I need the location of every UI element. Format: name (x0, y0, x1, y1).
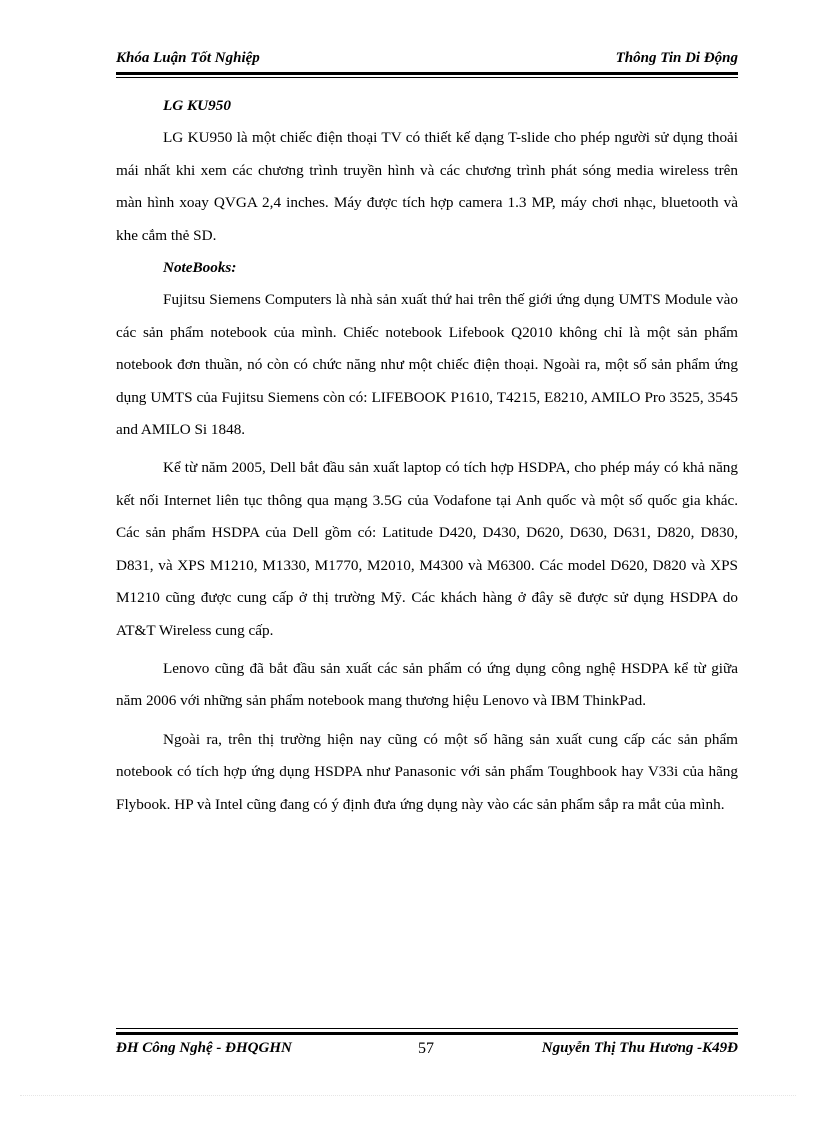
section-subtitle-notebooks: NoteBooks: (163, 259, 237, 277)
body-content (116, 90, 738, 821)
header-right-text: Thông Tin Di Động (615, 50, 738, 66)
paragraph-lenovo: Lenovo cũng đã bắt đầu sản xuất các sản phẩm có ứng dụng công nghệ HSDPA kể từ giữa năm 2006 với những sản phẩm notebook mang thương hiệu Lenovo và IBM ThinkPad. (116, 659, 738, 710)
footer-rule-thick (116, 1032, 738, 1035)
footer-left-text: ĐH Công Nghệ - ĐHQGHN (116, 1040, 292, 1056)
section-subtitle-lg-ku950: LG KU950 (163, 97, 231, 114)
page-footer (116, 1036, 738, 1064)
paragraph-lg-ku950: LG KU950 là một chiếc điện thoại TV có thiết kế dạng T-slide cho phép người sử dụng thoải mái nhất khi xem các chương trình truyền hình và các chương trình phát sóng media wireless trên màn hình xoay QVGA 2,4 inches. Máy được tích hợp camera 1.3 MP, máy chơi nhạc, bluetooth và khe cắm thẻ SD. (116, 129, 738, 244)
header-left-text: Khóa Luận Tốt Nghiệp (116, 50, 260, 66)
page-header (116, 46, 738, 70)
paragraph-fujitsu: Fujitsu Siemens Computers là nhà sản xuất thứ hai trên thế giới ứng dụng UMTS Module vào các sản phẩm notebook của mình. Chiếc notebook Lifebook Q2010 không chỉ là một sản phẩm notebook đơn thuần, nó còn có chức năng như một chiếc điện thoại. Ngoài ra, một số sản phẩm ứng dụng UMTS của Fujitsu Siemens còn có: LIFEBOOK P1610, T4215, E8210, AMILO Pro 3525, 3545 and AMILO Si 1848. (116, 291, 738, 439)
footer-right-text: Nguyễn Thị Thu Hương -K49Đ (541, 1040, 738, 1056)
page-bottom-dotted-line (20, 1095, 796, 1096)
paragraph-dell: Kể từ năm 2005, Dell bắt đầu sản xuất laptop có tích hợp HSDPA, cho phép máy có khả năng kết nối Internet liên tục thông qua mạng 3.5G của Vodafone tại Anh quốc và một số quốc gia khác. Các sản phẩm HSDPA của Dell gồm có: Latitude D420, D430, D620, D630, D631, D820, D830, D831, và XPS M1210, M1330, M1770, M2010, M4300 và M6300. Các model D620, D820 và XPS M1210 cũng được cung cấp ở thị trường Mỹ. Các khách hàng ở đây sẽ được sử dụng HSDPA do AT&T Wireless cung cấp. (116, 459, 738, 639)
page-number: 57 (418, 1040, 434, 1057)
header-rule-thin (116, 77, 738, 78)
header-rule-thick (116, 72, 738, 75)
footer-rule-thin (116, 1028, 738, 1029)
paragraph-others: Ngoài ra, trên thị trường hiện nay cũng có một số hãng sản xuất cung cấp các sản phẩm notebook có tích hợp ứng dụng HSDPA như Panasonic với sản phẩm Toughbook hay V33i của hãng Flybook. HP và Intel cũng đang có ý định đưa ứng dụng này vào các sản phẩm sắp ra mắt của mình. (116, 730, 738, 813)
